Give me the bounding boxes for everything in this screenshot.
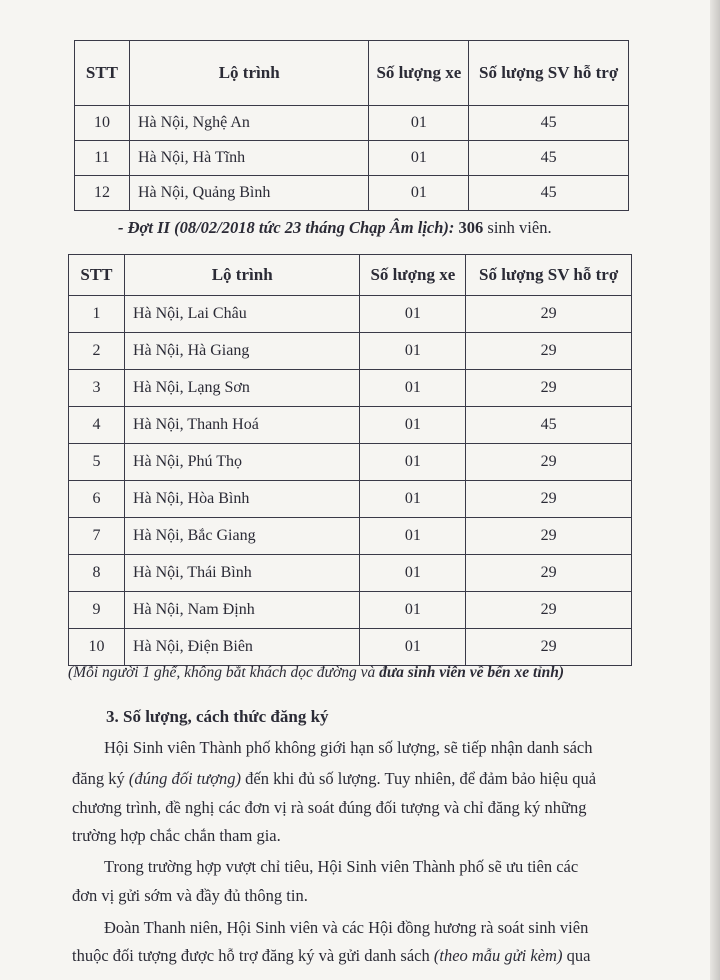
cell-students: 29 <box>466 333 632 370</box>
note-emphasis: đưa sinh viên về bến xe tỉnh) <box>379 664 565 681</box>
cell-vehicles: 01 <box>360 444 466 481</box>
paragraph-1-line-4: trường hợp chắc chắn tham gia. <box>72 826 281 845</box>
cell-students: 29 <box>466 481 632 518</box>
phase2-date-note: (08/02/2018 tức 23 tháng Chạp Âm lịch): <box>174 218 455 237</box>
cell-students: 45 <box>466 407 632 444</box>
routes-table-phase1 <box>74 40 629 211</box>
header-route: Lộ trình <box>129 41 369 106</box>
cell-stt: 3 <box>69 370 125 407</box>
table-row <box>75 176 629 211</box>
table-header-row <box>75 41 629 106</box>
table-row <box>69 407 632 444</box>
header-students: Số lượng SV hỗ trợ <box>466 255 632 296</box>
cell-stt: 8 <box>69 555 125 592</box>
cell-vehicles: 01 <box>360 592 466 629</box>
cell-route: Hà Nội, Hà Giang <box>124 333 360 370</box>
table-row <box>69 555 632 592</box>
table-row <box>69 296 632 333</box>
paragraph-1-line-1: Hội Sinh viên Thành phố không giới hạn số lượng, sẽ tiếp nhận danh sách <box>104 738 593 757</box>
paragraph-2-line-2: đơn vị gửi sớm và đầy đủ thông tin. <box>72 886 308 905</box>
cell-students: 29 <box>466 629 632 666</box>
p1-text-c: đến khi đủ số lượng. Tuy nhiên, để đảm bảo hiệu quả <box>241 769 597 788</box>
p1-text-a: đăng ký <box>72 769 129 788</box>
cell-students: 45 <box>469 176 629 211</box>
cell-vehicles: 01 <box>369 176 469 211</box>
cell-vehicles: 01 <box>360 518 466 555</box>
table-row <box>75 141 629 176</box>
cell-stt: 5 <box>69 444 125 481</box>
cell-stt: 12 <box>75 176 130 211</box>
transport-note <box>68 664 668 682</box>
cell-stt: 4 <box>69 407 125 444</box>
routes-table-phase2 <box>68 254 632 666</box>
phase2-prefix: - Đợt II <box>118 218 170 237</box>
table-header-row <box>69 255 632 296</box>
header-stt: STT <box>75 41 130 106</box>
cell-students: 29 <box>466 444 632 481</box>
paragraph-3-line-2 <box>72 946 720 966</box>
table-row <box>69 629 632 666</box>
cell-stt: 10 <box>69 629 125 666</box>
phase2-line <box>118 218 678 238</box>
cell-students: 29 <box>466 555 632 592</box>
paragraph-1-line-2 <box>72 769 720 789</box>
header-students: Số lượng SV hỗ trợ <box>469 41 629 106</box>
header-stt: STT <box>69 255 125 296</box>
header-vehicles: Số lượng xe <box>360 255 466 296</box>
cell-route: Hà Nội, Nam Định <box>124 592 360 629</box>
cell-stt: 1 <box>69 296 125 333</box>
note-text: (Mỗi người 1 ghế, không bắt khách dọc đường và <box>68 664 380 681</box>
cell-vehicles: 01 <box>360 296 466 333</box>
cell-vehicles: 01 <box>369 106 469 141</box>
cell-stt: 10 <box>75 106 130 141</box>
cell-students: 29 <box>466 592 632 629</box>
cell-route: Hà Nội, Lạng Sơn <box>124 370 360 407</box>
cell-route: Hà Nội, Nghệ An <box>129 106 369 141</box>
cell-vehicles: 01 <box>360 629 466 666</box>
p3-text-c: qua <box>562 946 591 965</box>
cell-stt: 7 <box>69 518 125 555</box>
paragraph-3-line-1: Đoàn Thanh niên, Hội Sinh viên và các Hội đồng hương rà soát sinh viên <box>104 918 589 937</box>
header-vehicles: Số lượng xe <box>369 41 469 106</box>
cell-stt: 9 <box>69 592 125 629</box>
p1-text-b: (đúng đối tượng) <box>128 769 242 788</box>
cell-vehicles: 01 <box>360 481 466 518</box>
p3-text-b: (theo mẫu gửi kèm) <box>433 946 563 965</box>
p3-text-a: thuộc đối tượng được hỗ trợ đăng ký và gửi danh sách <box>72 946 434 965</box>
paragraph-2-line-1: Trong trường hợp vượt chỉ tiêu, Hội Sinh viên Thành phố sẽ ưu tiên các <box>104 857 579 876</box>
phase2-count: 306 <box>458 218 484 237</box>
phase2-suffix: sinh viên. <box>487 218 552 237</box>
cell-stt: 11 <box>75 141 130 176</box>
cell-vehicles: 01 <box>360 407 466 444</box>
cell-students: 29 <box>466 370 632 407</box>
table-row <box>69 444 632 481</box>
paragraph-1-line-3: chương trình, đề nghị các đơn vị rà soát đúng đối tượng và chỉ đăng ký những <box>72 798 587 817</box>
cell-route: Hà Nội, Điện Biên <box>124 629 360 666</box>
cell-vehicles: 01 <box>360 555 466 592</box>
cell-route: Hà Nội, Hà Tĩnh <box>129 141 369 176</box>
cell-vehicles: 01 <box>360 333 466 370</box>
cell-vehicles: 01 <box>369 141 469 176</box>
cell-route: Hà Nội, Bắc Giang <box>124 518 360 555</box>
header-route: Lộ trình <box>124 255 360 296</box>
cell-students: 29 <box>466 296 632 333</box>
section-3-heading: 3. Số lượng, cách thức đăng ký <box>106 707 329 726</box>
cell-route: Hà Nội, Phú Thọ <box>124 444 360 481</box>
cell-vehicles: 01 <box>360 370 466 407</box>
table-row <box>69 518 632 555</box>
cell-stt: 2 <box>69 333 125 370</box>
cell-students: 45 <box>469 141 629 176</box>
cell-route: Hà Nội, Thái Bình <box>124 555 360 592</box>
cell-route: Hà Nội, Quảng Bình <box>129 176 369 211</box>
cell-students: 29 <box>466 518 632 555</box>
table-row <box>69 481 632 518</box>
cell-route: Hà Nội, Hòa Bình <box>124 481 360 518</box>
cell-stt: 6 <box>69 481 125 518</box>
cell-route: Hà Nội, Lai Châu <box>124 296 360 333</box>
cell-students: 45 <box>469 106 629 141</box>
cell-route: Hà Nội, Thanh Hoá <box>124 407 360 444</box>
table-row <box>69 592 632 629</box>
table-row <box>69 370 632 407</box>
table-row <box>75 106 629 141</box>
table-row <box>69 333 632 370</box>
